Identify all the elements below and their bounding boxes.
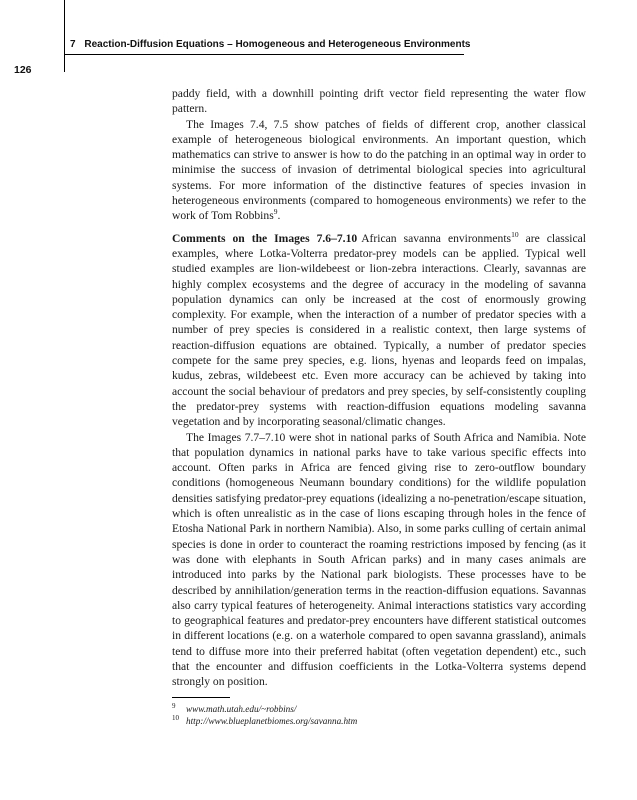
running-head	[70, 39, 471, 50]
paragraph-2-end: .	[277, 209, 281, 223]
paragraph-2	[172, 117, 586, 224]
footnotes	[172, 697, 586, 727]
paragraph-3-text-b: are classical examples, where Lotka-Volterra predator-prey models can be applied. Typical well studied examples are lion-wildebeest or lion-zebra interactions. Clearly, savannas are highly complex ecosystems and the degree of accuracy in the modeling of savanna population dynamics can only be increased at the cost of enormously growing complexity. For example, when the interaction of a number of predator species with a number of prey species is considered in a realistic context, then large systems of reaction-diffusion equations are obtained. Typically, a number of predator species compete for the same prey species, e.g. lions, hyenas and leopards feed on impalas, kudus, zebras, wildebeest etc. Even more accuracy can be achieved by taking into account the social behaviour of predators and prey species, by self-consistently coupling the predator-prey systems with reaction-diffusion equations modeling savanna vegetation and by incorporating seasonal/climatic changes.	[172, 231, 586, 429]
chapter-title: Reaction-Diffusion Equations – Homogeneous and Heterogeneous Environments	[84, 39, 471, 50]
paragraph-4: The Images 7.7–7.10 were shot in national parks of South Africa and Namibia. Note that population dynamics in national parks have to take various specific effects into account. Often parks in Africa are fenced giving rise to zero-outflow boundary conditions (homogeneous Neumann boundary conditions) for the wildlife population densities satisfying predator-prey equations (idealizing a no-penetration/escape situation, which is often unrealistic as in the case of lions escaping through holes in the fence of Etosha National Park in northern Namibia). Also, in some parks culling of certain animal species is done in order to counteract the roaming restrictions imposed by fencing (as it was done with elephants in South African parks) and in many cases animals are introduced into parks by the National park biologists. These processes have to be described by annihilation/generation terms in the reaction-diffusion equations. Savannas also carry typical features of heterogeneity. Animal interactions statistics vary according to geographical features and predator-prey encounters have different statistical outcomes in different locations (e.g. on a waterhole compared to open savanna grassland), animals tend to diffuse more into their preferred habitat (often vegetation dependent) etc., such that the encounter and diffusion coefficients in the Lotka-Volterra systems depend strongly on position.	[172, 430, 586, 689]
footnote-url[interactable]: http://www.blueplanetbiomes.org/savanna.htm	[186, 716, 358, 726]
body-text	[172, 86, 586, 690]
footnote-ref-10[interactable]: 10	[511, 229, 519, 239]
paragraph-3-text-a: African savanna environments	[361, 231, 512, 245]
footnote-10: 10 http://www.blueplanetbiomes.org/savanna.htm	[172, 713, 358, 726]
header-horizontal-rule	[64, 54, 464, 55]
paragraph-1: paddy field, with a downhill pointing drift vector field representing the water flow pattern.	[172, 87, 586, 116]
footnote-9: 9 www.math.utah.edu/~robbins/	[172, 701, 297, 714]
chapter-number: 7	[70, 39, 76, 50]
footnote-rule	[172, 697, 230, 698]
paragraph-3	[172, 231, 586, 430]
paragraph-2-text: The Images 7.4, 7.5 show patches of fields of different crop, another classical example of heterogeneous biological environments. An important question, which mathematics can strive to answer is how to do the patching in an optimal way in order to minimise the success of invasion of detrimental biological species into agricultural systems. For more information of the distinctive features of species invasion in heterogeneous environments (compared to homogeneous environments) we refer to the work of Tom Robbins	[172, 117, 586, 223]
run-in-heading: Comments on the Images 7.6–7.10	[172, 231, 358, 245]
footnote-url[interactable]: www.math.utah.edu/~robbins/	[186, 704, 297, 714]
footnote-ref-9[interactable]: 9	[273, 207, 278, 217]
page-number: 126	[14, 64, 32, 76]
header-vertical-rule	[64, 0, 65, 72]
